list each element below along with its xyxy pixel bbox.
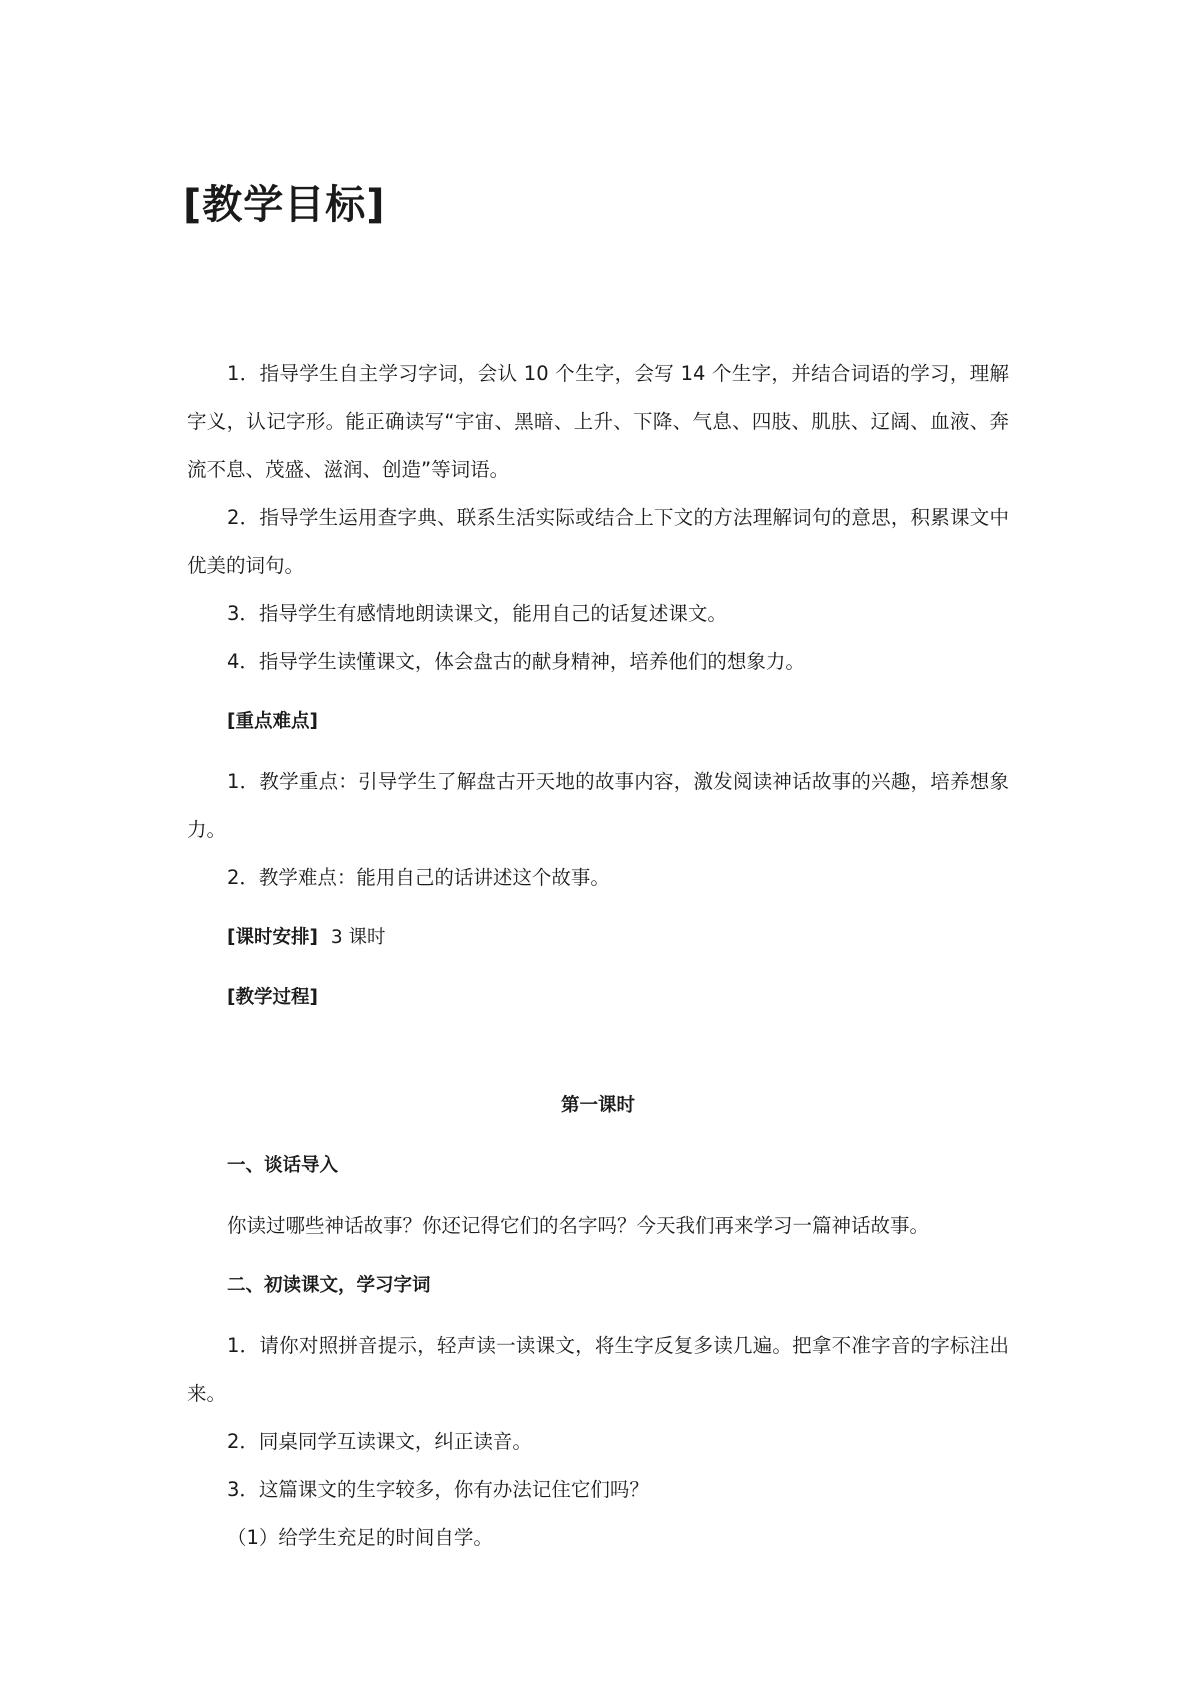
- schedule-line: [187, 914, 1009, 962]
- section-2-heading: 二、初读课文，学习字词: [227, 1275, 431, 1296]
- process-heading: [教学过程]: [227, 987, 318, 1008]
- section-1-heading: 一、谈话导入: [227, 1155, 339, 1176]
- key-point-1: 1．教学重点：引导学生了解盘古开天地的故事内容，激发阅读神话故事的兴趣，培养想象力。: [187, 770, 1009, 841]
- section-1-paragraph-1: 你读过哪些神话故事？你还记得它们的名字吗？今天我们再来学习一篇神话故事。: [227, 1214, 930, 1237]
- key-point-2: 2．教学难点：能用自己的话讲述这个故事。: [227, 866, 610, 889]
- document-body: [187, 350, 1009, 1562]
- section-2-paragraph-3: 3．这篇课文的生字较多，你有办法记住它们吗？: [227, 1478, 649, 1501]
- section-2-paragraph-4: （1）给学生充足的时间自学。: [227, 1526, 493, 1549]
- objective-1: 1．指导学生自主学习字词，会认 10 个生字，会写 14 个生字，并结合词语的学习，理解字义，认记字形。能正确读写“宇宙、黑暗、上升、下降、气息、四肢、肌肤、辽阔、血液、奔流不息、茂盛、滋润、创造”等词语。: [187, 362, 1009, 481]
- section-2-paragraph-1: 1．请你对照拼音提示，轻声读一读课文，将生字反复多读几遍。把拿不准字音的字标注出来。: [187, 1334, 1009, 1405]
- page-title: [教学目标]: [183, 182, 386, 228]
- schedule-value: 3 课时: [330, 927, 386, 948]
- schedule-heading: [课时安排]: [227, 927, 318, 948]
- objective-2: 2．指导学生运用查字典、联系生活实际或结合上下文的方法理解词句的意思，积累课文中优美的词句。: [187, 506, 1009, 577]
- lesson-title: 第一课时: [560, 1095, 635, 1116]
- key-points-heading: [重点难点]: [227, 711, 318, 732]
- section-2-paragraph-2: 2．同桌同学互读课文，纠正读音。: [227, 1430, 532, 1453]
- objective-3: 3．指导学生有感情地朗读课文，能用自己的话复述课文。: [227, 602, 727, 625]
- objective-4: 4．指导学生读懂课文，体会盘古的献身精神，培养他们的想象力。: [227, 650, 805, 673]
